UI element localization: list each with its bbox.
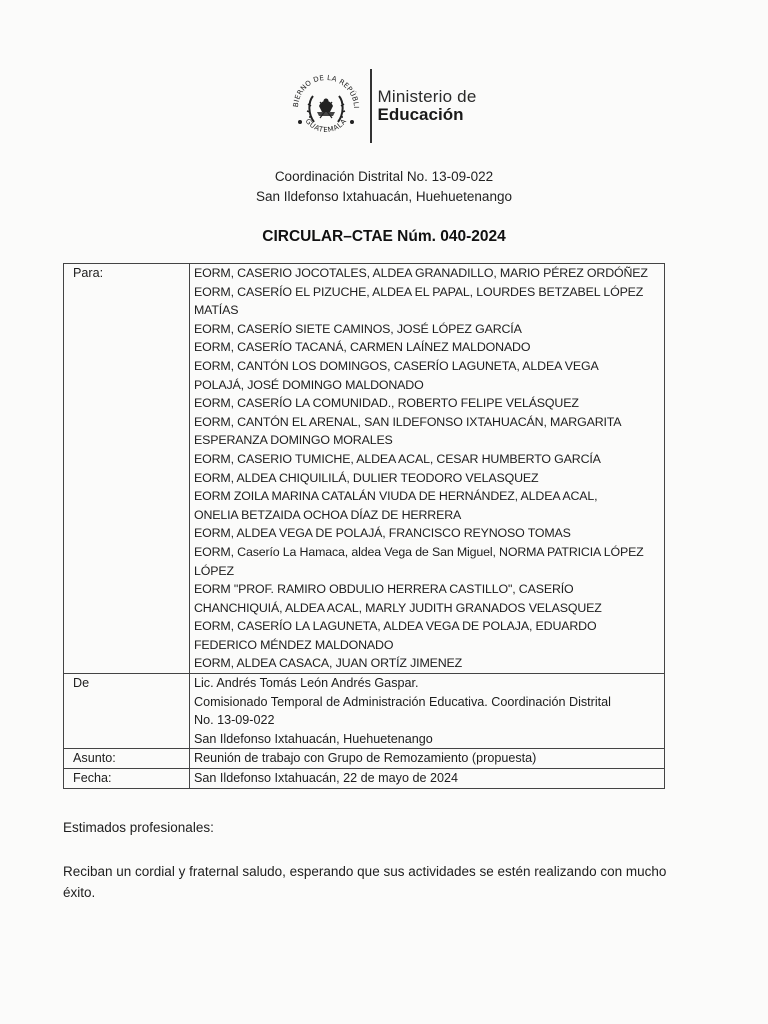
recipient-line: EORM, CANTÓN EL ARENAL, SAN ILDEFONSO IXTAHUACÁN, MARGARITA bbox=[194, 414, 622, 429]
sender-title: Comisionado Temporal de Administración Educativa. Coordinación Distrital bbox=[194, 694, 611, 709]
memo-row-fecha bbox=[64, 769, 665, 789]
memo-row-de bbox=[64, 674, 665, 749]
recipient-line: EORM, ALDEA CHIQUILILÁ, DULIER TEODORO VELASQUEZ bbox=[194, 470, 539, 485]
recipient-line: EORM, Caserío La Hamaca, aldea Vega de San Miguel, NORMA PATRICIA LÓPEZ bbox=[194, 544, 644, 559]
recipient-line: EORM ZOILA MARINA CATALÁN VIUDA DE HERNÁNDEZ, ALDEA ACAL, bbox=[194, 489, 598, 504]
recipient-line: LÓPEZ bbox=[194, 563, 234, 578]
fecha-value: San Ildefonso Ixtahuacán, 22 de mayo de 2024 bbox=[190, 769, 665, 789]
sender-name: Lic. Andrés Tomás León Andrés Gaspar. bbox=[194, 676, 419, 691]
recipient-line: FEDERICO MÉNDEZ MALDONADO bbox=[194, 637, 394, 652]
memo-row-para bbox=[64, 264, 665, 674]
office-line-1: Coordinación Distrital No. 13-09-022 bbox=[274, 169, 494, 184]
recipient-line: EORM, CASERIO JOCOTALES, ALDEA GRANADILLO, MARIO PÉREZ ORDÓÑEZ bbox=[194, 266, 648, 280]
ministry-logo bbox=[286, 66, 486, 146]
salutation: Estimados profesionales: bbox=[63, 820, 214, 835]
recipient-line: EORM, CANTÓN LOS DOMINGOS, CASERÍO LAGUNETA, ALDEA VEGA bbox=[194, 358, 599, 373]
recipient-line: EORM, CASERÍO TACANÁ, CARMEN LAÍNEZ MALDONADO bbox=[194, 340, 531, 355]
asunto-label: Asunto: bbox=[64, 749, 190, 769]
guatemala-seal-icon bbox=[286, 66, 366, 146]
seal-text-top: BIERNO DE LA REPÚBLI bbox=[291, 73, 361, 109]
recipient-line: MATÍAS bbox=[194, 303, 239, 318]
asunto-value: Reunión de trabajo con Grupo de Remozamiento (propuesta) bbox=[190, 749, 665, 769]
svg-text:GUATEMALA bbox=[304, 117, 349, 134]
recipient-line: EORM "PROF. RAMIRO OBDULIO HERRERA CASTILLO", CASERÍO bbox=[194, 582, 574, 597]
recipient-line: EORM, CASERÍO EL PIZUCHE, ALDEA EL PAPAL, LOURDES BETZABEL LÓPEZ bbox=[194, 284, 644, 299]
fecha-label: Fecha: bbox=[64, 769, 190, 789]
body-paragraph: Reciban un cordial y fraternal saludo, esperando que sus actividades se estén realizando con mucho éxito. bbox=[63, 864, 667, 900]
de-cell bbox=[190, 674, 665, 749]
recipient-line: CHANCHIQUIÁ, ALDEA ACAL, MARLY JUDITH GRANADOS VELASQUEZ bbox=[194, 600, 602, 615]
recipients-cell bbox=[190, 264, 665, 674]
recipient-line: EORM, CASERÍO LA COMUNIDAD., ROBERTO FELIPE VELÁSQUEZ bbox=[194, 396, 579, 411]
recipients-list bbox=[194, 264, 660, 673]
seal-text-bottom: GUATEMALA bbox=[303, 117, 349, 135]
ministry-name-line2: Educación bbox=[377, 105, 464, 124]
de-label: De bbox=[64, 674, 190, 749]
recipient-line: EORM, CASERÍO SIETE CAMINOS, JOSÉ LÓPEZ GARCÍA bbox=[194, 321, 522, 336]
recipient-line: EORM, ALDEA VEGA DE POLAJÁ, FRANCISCO REYNOSO TOMAS bbox=[194, 526, 571, 541]
ministry-name bbox=[378, 88, 477, 124]
recipient-line: EORM, CASERÍO LA LAGUNETA, ALDEA VEGA DE POLAJA, EDUARDO bbox=[194, 619, 597, 634]
memo-row-asunto bbox=[64, 749, 665, 769]
sender-title-cont: No. 13-09-022 bbox=[194, 713, 275, 728]
recipient-line: EORM, CASERIO TUMICHE, ALDEA ACAL, CESAR HUMBERTO GARCÍA bbox=[194, 451, 601, 466]
recipient-line: EORM, ALDEA CASACA, JUAN ORTÍZ JIMENEZ bbox=[194, 656, 463, 671]
para-label: Para: bbox=[64, 264, 190, 674]
recipient-line: POLAJÁ, JOSÉ DOMINGO MALDONADO bbox=[194, 377, 424, 392]
ministry-name-line1: Ministerio de bbox=[377, 87, 477, 107]
office-line-2: San Ildefonso Ixtahuacán, Huehuetenango bbox=[256, 189, 512, 204]
logo-divider bbox=[370, 69, 372, 143]
recipient-line: ONELIA BETZAIDA OCHOA DÍAZ DE HERRERA bbox=[194, 507, 462, 522]
circular-title: CIRCULAR–CTAE Núm. 040-2024 bbox=[262, 228, 506, 245]
memo-header-table bbox=[63, 263, 665, 789]
sender-location: San Ildefonso Ixtahuacán, Huehuetenango bbox=[194, 731, 433, 746]
recipient-line: ESPERANZA DOMINGO MORALES bbox=[194, 433, 393, 448]
